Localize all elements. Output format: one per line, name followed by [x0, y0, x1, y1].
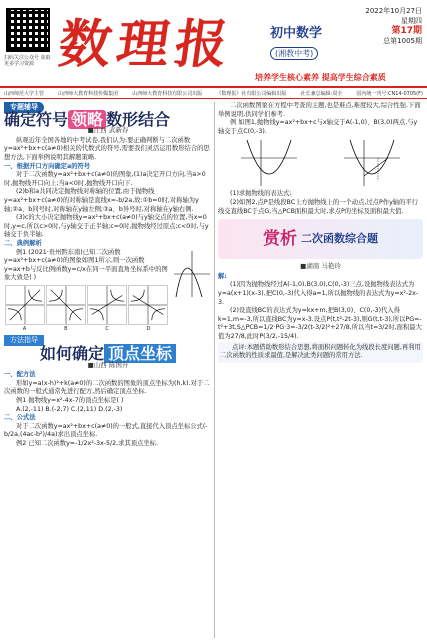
paragraph: 纵观近年全国各地的中考试卷,我们认为:要正确判断与二次函数y=ax²+bx+c(a≠0)相关的代数式的符号,需要我们灵活运用数形结合的思想方法,下面举例说明其解题策略. — [4, 136, 210, 161]
parabola-figure — [239, 138, 299, 188]
paragraph: (3)c的大小决定抛物线y=ax²+bx+c(a≠0)与y轴交点的位置,当x=0时,y=c,所以c>0时,与y轴交于正半轴;c=0时,抛物线经过原点;c<0时,与y轴交于负半轴. — [4, 214, 209, 239]
feature-banner — [218, 219, 423, 259]
title-part: 如何确定 — [39, 344, 104, 364]
article-author: ■山西 陈国升 — [87, 360, 129, 369]
qr-code-icon — [6, 8, 50, 52]
total-issue: 总第1005期 — [383, 37, 422, 45]
paragraph: 形如y=a(x-h)²+k(a≠0)的二次函数的图象的顶点坐标为(h,k).对于二次函数的一般式通常先进行配方,然后确定顶点坐标. — [4, 379, 210, 396]
title-highlight: 领略 — [68, 110, 106, 129]
slogan: 培养学生核心素养 提高学生综合素质 — [255, 73, 386, 82]
paragraph: (2)如图2,点P是线段BC上方抛物线上的一个动点,过点P作y轴的平行线交直线BC于点G,当△PCB面积最大时,求点P的坐标及面积最大值. — [218, 198, 418, 215]
choice-label: A — [22, 325, 27, 332]
info-item: 社长兼总编辑:周全 — [300, 91, 343, 97]
paragraph: 例 如图1,抛物线y=ax²+bx+c与x轴交于A(-1,0)、B(3,0)两点,与y轴交于点C(0,-3). — [218, 119, 418, 135]
choice-figure — [5, 285, 45, 334]
paragraph: 例2 已知二次函数y=-1/2x²-3x-5/2,求其顶点坐标. — [16, 440, 158, 447]
title-highlight: 顶点坐标 — [104, 344, 176, 363]
choice-figure — [46, 285, 86, 334]
info-item: 山西师大教育科技传媒集团 — [58, 91, 119, 97]
article-author: ■江西 武新春 — [87, 126, 129, 135]
paragraph: 对于二次函数y=ax²+bx+c(a≠0)的一般式,直接代入顶点坐标公式(-b/2a,(4ac-b²)/4a)求出顶点坐标. — [4, 422, 208, 439]
choice-figure — [87, 285, 127, 334]
choice-label: B — [64, 325, 68, 332]
paragraph: (1)因为抛物线经过A(-1,0),B(3,0),C(0,-3)三点,设抛物线表达式为y=a(x+1)(x-3),把C(0,-3)代入得a=1,所以抛物线的表达式为y=x²-2x-3. — [218, 281, 419, 306]
subheading: 一、根据开口方向确定a的符号 — [4, 162, 91, 170]
info-item: 国内统一刊号:CN14-0705(F) — [356, 91, 423, 97]
edition-sub: (湘教中考) — [270, 47, 318, 60]
newspaper-logo: 数理报 — [54, 14, 238, 75]
banner-subtitle: 二次函数综合题 — [301, 231, 378, 245]
article-title-2 — [4, 344, 212, 364]
subheading: 一、配方法 — [4, 371, 36, 379]
left-column — [4, 102, 212, 638]
info-item: 山西师范大学主管 — [4, 91, 45, 97]
paragraph: 二次函数图象在方程中考查的主题,也是难点,难度较大,综合性强.下面举例说明,供同学们参考. — [218, 102, 421, 118]
choice-figure — [128, 285, 168, 334]
subheading: 二、公式法 — [4, 414, 36, 422]
paragraph: A.(2,-11) B.(-2,7) C.(2,11) D.(2,-3) — [16, 405, 123, 413]
section-ribbon: 专题辅导 — [4, 102, 44, 113]
right-column — [218, 102, 423, 638]
subheading: 二、典例解析 — [4, 239, 42, 247]
weekday: 星期四 — [401, 17, 422, 25]
solution-head: 解: — [218, 272, 227, 280]
example-figures — [218, 138, 423, 188]
masthead — [0, 0, 427, 90]
article-title — [4, 109, 212, 129]
info-item: 《数理报》社有限公司编辑出版 — [216, 91, 287, 97]
paragraph: 例1 (2021·贵州黔东南)已知二次函数y=ax²+bx+c(a≠0)的图象如图1所示,则一次函数y=ax+b与反比例函数y=c/x在同一平面直角坐标系中的图象大致是( ) — [4, 248, 168, 282]
info-bar — [0, 89, 427, 99]
column-divider — [214, 102, 215, 638]
choice-label: D — [146, 325, 151, 332]
title-part: 数形结合 — [106, 109, 171, 129]
article-author: ■湖南 马艳玲 — [300, 262, 341, 271]
banner-title: 赏析 — [263, 228, 297, 249]
parabola-figure — [172, 249, 212, 299]
title-part: 确定符号 — [4, 109, 69, 129]
qr-note: 扫码关注公众号 获取更多学习资源 — [4, 55, 51, 67]
paragraph: 例1 抛物线y=x²-4x-7的顶点坐标是( ) — [16, 397, 124, 405]
paragraph: (2)设直线BC的表达式为y=kx+m,把B(3,0)、C(0,-3)代入得k=1,m=-3,所以直线BC为y=x-3.设点P(t,t²-2t-3),则G(t,t-3),所以PG=-t²+3t,S△PCB=1/2·PG·3=-3/2(t-3/2)²+27/8,所以当t=3/2时,面积最大值为27/8,此时P(3/2,-15/4). — [218, 307, 422, 340]
divider — [0, 86, 427, 88]
choice-label: C — [105, 325, 109, 332]
paragraph: 对于二次函数y=ax²+bx+c(a≠0)的图象,(1)a决定开口方向,当a>0时,抛物线开口向上;当a<0时,抛物线开口向下. — [4, 171, 206, 187]
choice-figures — [4, 285, 169, 334]
method-tag: 方法指导 — [4, 335, 44, 346]
edition-box — [270, 22, 322, 60]
issue-date: 2022年10月27日 — [365, 7, 422, 15]
edition-title: 初中数学 — [270, 26, 323, 41]
info-item: 山西师大教育科技有限公司出版 — [132, 91, 203, 97]
paragraph: (1)求抛物线的表达式; — [230, 190, 292, 198]
date-block — [340, 6, 422, 46]
parabola-figure — [342, 138, 402, 188]
issue-number: 第17期 — [391, 26, 422, 36]
comment-paragraph: 点评:本题借助数形结合思想,将面积问题转化为线段长度问题,再利用二次函数的性质求最值,是解决此类问题的常用方法. — [218, 342, 423, 363]
paragraph: (2)b和a共同决定抛物线对称轴的位置,由于抛物线y=ax²+bx+c(a≠0)的对称轴是直线x=-b/2a,故:①b=0时,对称轴为y轴;②a、b同号时,对称轴在y轴左侧;③a、b异号时,对称轴在y轴右侧. — [4, 188, 199, 213]
